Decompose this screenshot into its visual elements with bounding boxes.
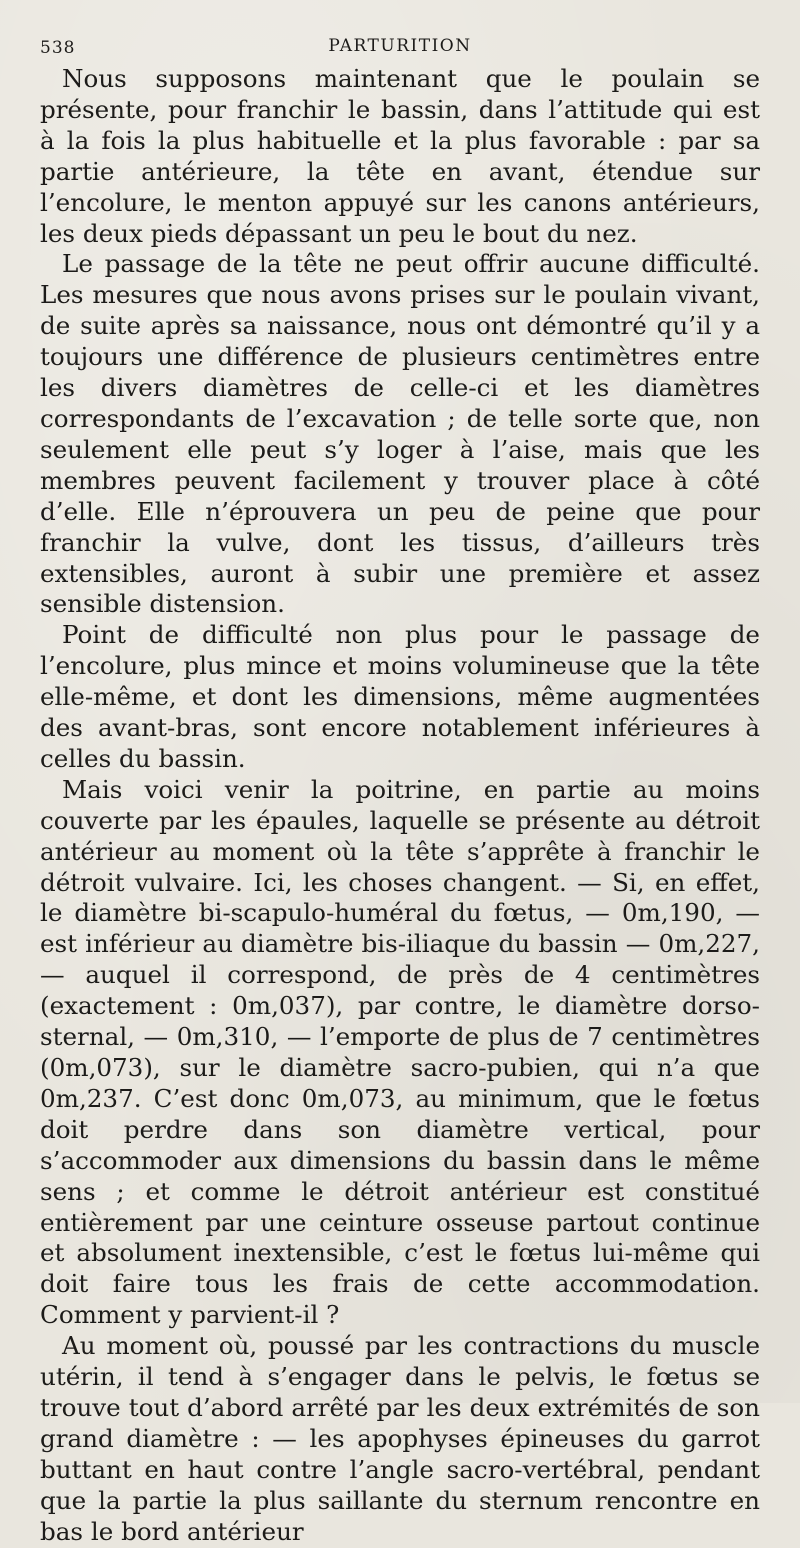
paragraph: Mais voici venir la poitrine, en partie au moins couverte par les épaules, laquelle se présente au détroit antérieur au moment où la tête s’apprête à franchir le détroit vulvaire. Ici, les choses changent. — Si, en effet, le diamètre bi-scapulo-huméral du fœtus, — 0m,190, — est inférieur au diamètre bis-iliaque du bassin — 0m,227, — auquel il correspond, de près de 4 centimètres (exactement : 0m,037), par contre, le diamètre dorso-sternal, — 0m,310, — l’emporte de plus de 7 centimètres (0m,073), sur le diamètre sacro-pubien, qui n’a que 0m,237. C’est donc 0m,073, au minimum, que le fœtus doit perdre dans son diamètre vertical, pour s’accommoder aux dimensions du bassin dans le même sens ; et comme le détroit antérieur est constitué entièrement par une ceinture osseuse partout continue et absolument inextensible, c’est le fœtus lui-même qui doit faire tous les frais de cette accommodation. Comment y parvient-il ? [40, 774, 760, 1330]
page-number: 538 [40, 38, 76, 58]
paragraph: Point de difficulté non plus pour le passage de l’encolure, plus mince et moins volumineuse que la tête elle-même, et dont les dimensions, même augmentées des avant-bras, sont encore notablement inférieures à celles du bassin. [40, 620, 760, 773]
running-title: PARTURITION [328, 36, 472, 56]
paragraph: Nous supposons maintenant que le poulain se présente, pour franchir le bassin, dans l’attitude qui est à la fois la plus habituelle et la plus favorable : par sa partie antérieure, la tête en avant, étendue sur l’encolure, le menton appuyé sur les canons antérieurs, les deux pieds dépassant un peu le bout du nez. [40, 64, 760, 248]
body-text [40, 64, 760, 1548]
paragraph: Au moment où, poussé par les contractions du muscle utérin, il tend à s’engager dans le pelvis, le fœtus se trouve tout d’abord arrêté par les deux extrémités de son grand diamètre : — les apophyses épineuses du garrot buttant en haut contre l’angle sacro-vertébral, pendant que la partie la plus saillante du sternum rencontre en bas le bord antérieur [40, 1331, 760, 1546]
paragraph: Le passage de la tête ne peut offrir aucune difficulté. Les mesures que nous avons prises sur le poulain vivant, de suite après sa naissance, nous ont démontré qu’il y a toujours une différence de plusieurs centimètres entre les divers diamètres de celle-ci et les diamètres correspondants de l’excavation ; de telle sorte que, non seulement elle peut s’y loger à l’aise, mais que les membres peuvent facilement y trouver place à côté d’elle. Elle n’éprouvera un peu de peine que pour franchir la vulve, dont les tissus, d’ailleurs très extensibles, auront à subir une première et assez sensible distension. [40, 249, 760, 619]
page-header [40, 32, 760, 64]
